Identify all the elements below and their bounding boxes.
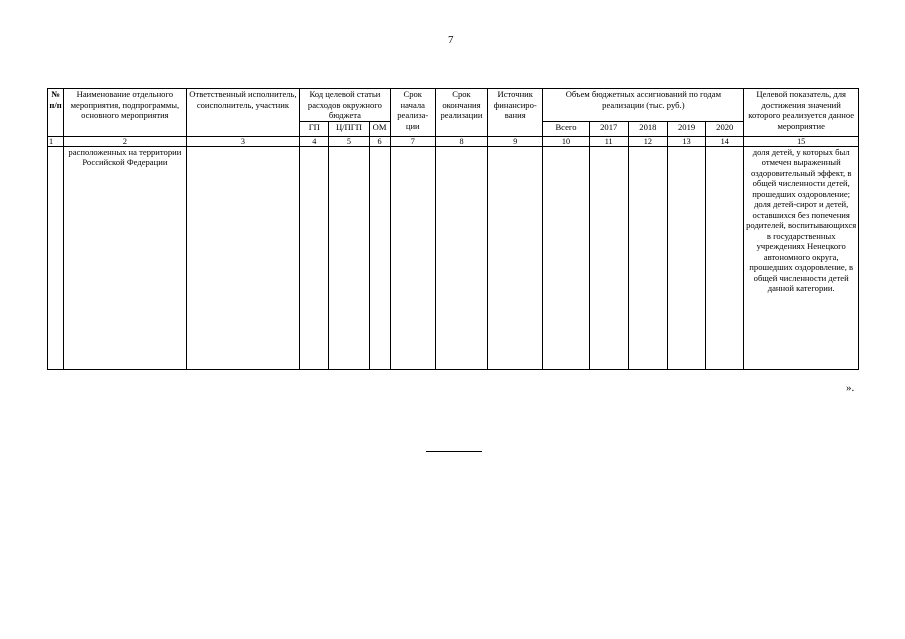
cell-name bbox=[64, 146, 187, 369]
budget-table bbox=[47, 88, 859, 370]
header-code-om: ОМ bbox=[369, 121, 390, 136]
column-number: 13 bbox=[667, 136, 705, 146]
header-budget-group: Объем бюджетных ассигнований по годам реализации (тыс. руб.) bbox=[543, 89, 744, 122]
column-number: 2 bbox=[64, 136, 187, 146]
column-number: 7 bbox=[390, 136, 435, 146]
cell-2017 bbox=[589, 146, 628, 369]
closing-quote-mark: ». bbox=[846, 382, 855, 394]
header-start: Срок начала реализа-ции bbox=[390, 89, 435, 137]
page-number: 7 bbox=[448, 34, 454, 46]
cell-2018 bbox=[628, 146, 667, 369]
cell-code-cpgp bbox=[329, 146, 369, 369]
column-number: 5 bbox=[329, 136, 369, 146]
header-year-2020: 2020 bbox=[706, 121, 744, 136]
cell-num bbox=[48, 146, 64, 369]
cell-2019 bbox=[667, 146, 705, 369]
header-num: № п/п bbox=[48, 89, 64, 137]
column-number: 8 bbox=[435, 136, 487, 146]
header-code-group: Код целевой статьи расходов окружного бюджета bbox=[300, 89, 390, 122]
header-end: Срок окончания реализации bbox=[435, 89, 487, 137]
cell-2020 bbox=[706, 146, 744, 369]
header-source: Источник финансиро-вания bbox=[488, 89, 543, 137]
column-number: 4 bbox=[300, 136, 329, 146]
header-code-cpgp: Ц/ПГП bbox=[329, 121, 369, 136]
cell-start bbox=[390, 146, 435, 369]
column-number: 11 bbox=[589, 136, 628, 146]
cell-end bbox=[435, 146, 487, 369]
header-year-2019: 2019 bbox=[667, 121, 705, 136]
cell-target bbox=[744, 146, 859, 369]
cell-source bbox=[488, 146, 543, 369]
table-row bbox=[48, 146, 859, 369]
header-target: Целевой показатель, для достижения значений которого реализуется данное мероприятие bbox=[744, 89, 859, 137]
row-name-text: расположенных на территории Российской Федерации bbox=[68, 146, 182, 167]
row-target-text: доля детей, у которых был отмечен выраженный оздоровительный эффект, в общей численности детей, прошедших оздоровление; доля детей-сирот и детей, оставшихся без попечения родителей, воспитывающихся в государственных учреждениях Ненецкого автономного округа, прошедших оздоровление, в общей численности детей данной категории. bbox=[746, 146, 857, 293]
cell-executor bbox=[186, 146, 300, 369]
header-executor: Ответственный исполнитель, соисполнитель, участник bbox=[186, 89, 300, 137]
header-total: Всего bbox=[543, 121, 589, 136]
column-number: 6 bbox=[369, 136, 390, 146]
column-number: 15 bbox=[744, 136, 859, 146]
column-number: 1 bbox=[48, 136, 64, 146]
header-year-2018: 2018 bbox=[628, 121, 667, 136]
header-name: Наименование отдельного мероприятия, подпрограммы, основного мероприятия bbox=[64, 89, 187, 137]
header-code-gp: ГП bbox=[300, 121, 329, 136]
column-number: 3 bbox=[186, 136, 300, 146]
column-number-row bbox=[48, 136, 859, 146]
column-number: 10 bbox=[543, 136, 589, 146]
header-row bbox=[48, 89, 859, 122]
column-number: 9 bbox=[488, 136, 543, 146]
header-year-2017: 2017 bbox=[589, 121, 628, 136]
cell-total bbox=[543, 146, 589, 369]
cell-code-gp bbox=[300, 146, 329, 369]
cell-code-om bbox=[369, 146, 390, 369]
column-number: 12 bbox=[628, 136, 667, 146]
column-number: 14 bbox=[706, 136, 744, 146]
separator-line bbox=[426, 451, 482, 452]
